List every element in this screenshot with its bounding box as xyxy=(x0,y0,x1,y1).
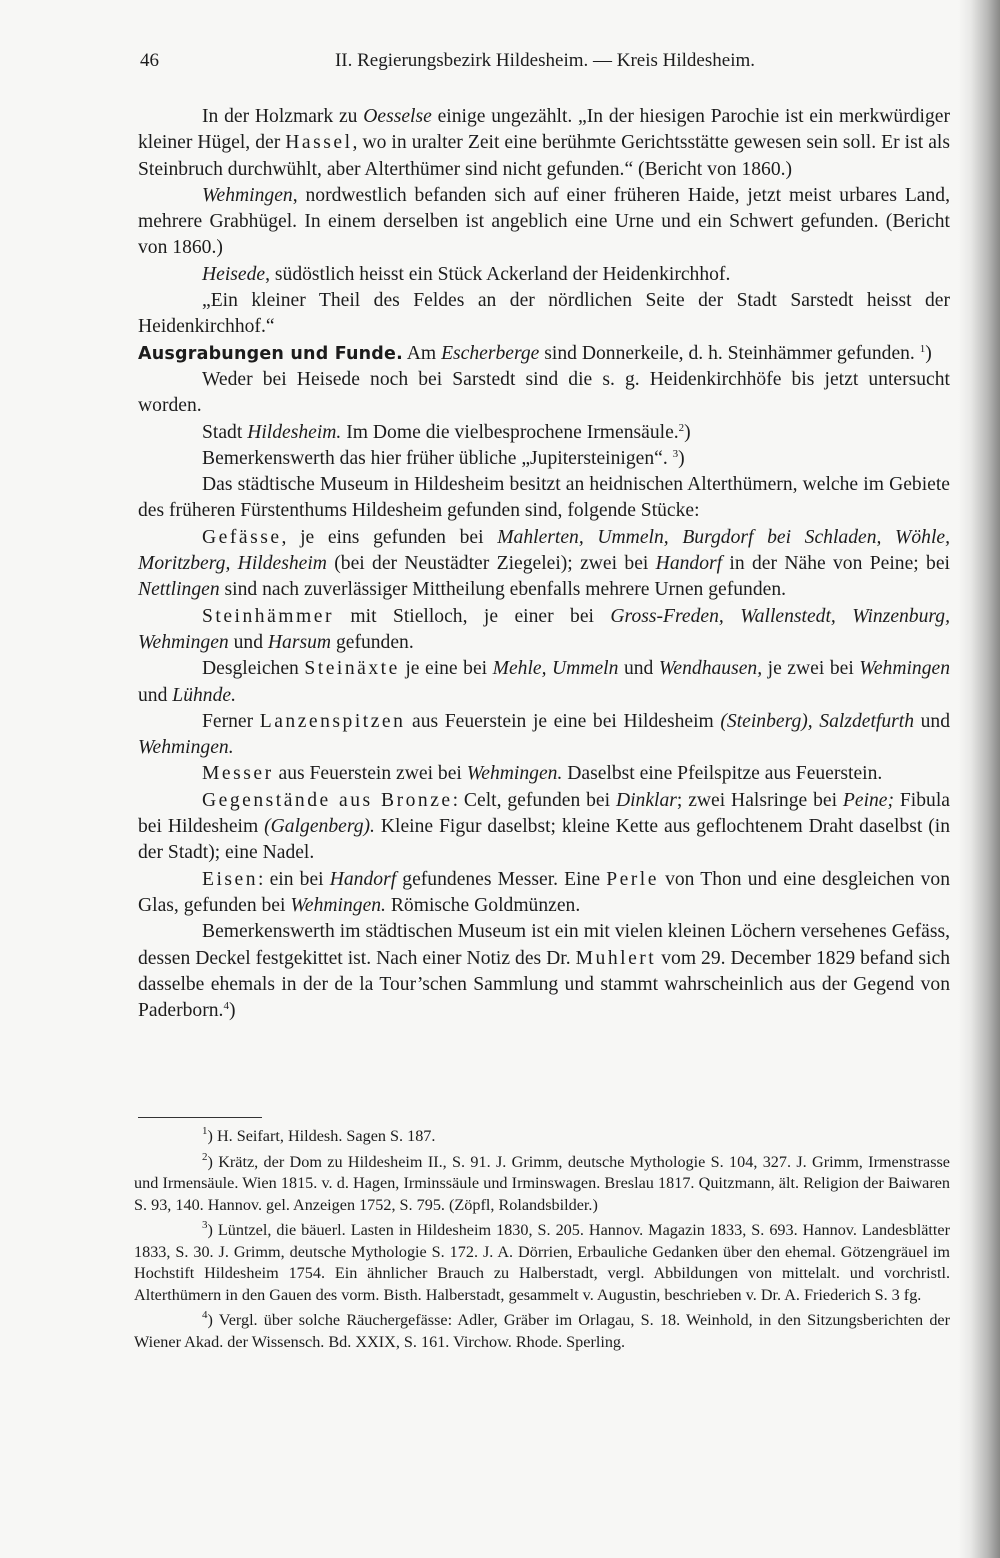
paragraph-ausgrabungen: Ausgrabungen und Funde. Am Escherberge sind Donnerkeile, d. h. Steinhämmer gefunden. $^1$) xyxy=(138,342,932,364)
scan-edge-shadow xyxy=(958,0,1000,1558)
page-header xyxy=(140,46,950,76)
paragraph-bronze: Gegenstände aus Bronze: Celt, gefunden bei Dinklar; zwei Halsringe bei Peine; Fibula bei Hildesheim (Galgenberg). Kleine Figur daselbst; kleine Kette aus geflochtenem Draht daselbst (in der Stadt); eine Nadel. xyxy=(138,789,950,864)
footnote-divider xyxy=(138,1117,262,1118)
paragraph-steinhaemmer: Steinhämmer mit Stielloch, je einer bei Gross-Freden, Wallenstedt, Winzenburg, Wehmingen und Harsum gefunden. xyxy=(138,605,950,653)
footnote-ref: 3 xyxy=(672,447,679,460)
footnote: $^2$) Krätz, der Dom zu Hildesheim II., S. 91. J. Grimm, deutsche Mythologie S. 104, 327. J. Grimm, Irmenstrasse und Irmensäule. Wien 1815. v. d. Hagen, Irminssäule und Irminswagen. Breslau 1817. Quitzmann, ält. Religion der Baiwaren S. 93, 140. Hannov. gel. Anzeigen 1752, S. 795. (Zöpfl, Rolandsbilder.) xyxy=(134,1150,950,1214)
paragraph-steinaexte: Desgleichen Steinäxte je eine bei Mehle, Ummeln und Wendhausen, je zwei bei Wehmingen und Lühnde. xyxy=(138,658,950,706)
footnote: $^4$) Vergl. über solche Räuchergefässe: Adler, Gräber im Orlagau, S. 18. Weinhold, in den Sitzungsberichten der Wiener Akad. der Wissensch. Bd. XXIX, S. 161. Virchow. Rhode. Sperling. xyxy=(134,1309,950,1351)
paragraph-oesselse: In der Holzmark zu Oesselse einige ungezählt. „In der hiesigen Parochie ist ein merkwürdiger kleiner Hügel, der Hassel, wo in uralter Zeit eine berühmte Gerichtsstätte gewesen sein soll. Er ist als Steinbruch durchwühlt, aber Alterthümer sind nicht gefunden.“ (Bericht von 1860.) xyxy=(138,106,950,180)
footnote: $^1$) H. Seifart, Hildesh. Sagen S. 187. xyxy=(202,1125,436,1145)
page-number: 46 xyxy=(140,50,159,71)
section-heading: Ausgrabungen und Funde. xyxy=(138,343,403,364)
footnote: $^3$) Lüntzel, die bäuerl. Lasten in Hildesheim 1830, S. 205. Hannov. Magazin 1833, S. 693. Hannov. Landesblätter 1833, S. 30. J. Grimm, deutsche Mythologie S. 172. J. A. Dörrien, Erbauliche Gedanken über den ehemal. Götzengräuel im Hochstift Hildesheim 1754. Ein ähnlicher Brauch zu Halberstadt, vergl. Abbildungen von mittelalt. und vorchristl. Alterthümern in den Gauen des vorm. Bisth. Halberstadt, gesammelt v. Augustin, beschrieben v. Dr. A. Friederich S. 3 fg. xyxy=(134,1219,950,1304)
running-head: II. Regierungsbezirk Hildesheim. — Kreis Hildesheim. xyxy=(334,50,755,71)
paragraph-eisen: Eisen: ein bei Handorf gefundenes Messer. Eine Perle von Thon und eine desgleichen von Glas, gefunden bei Wehmingen. Römische Goldmünzen. xyxy=(138,868,950,916)
footnote-ref: 1 xyxy=(919,342,926,355)
paragraph-messer: Messer aus Feuerstein zwei bei Wehmingen. Daselbst eine Pfeilspitze aus Feuerstein. xyxy=(202,763,883,785)
footnotes xyxy=(134,1126,950,1353)
footnote-ref: 2 xyxy=(678,421,685,434)
paragraph-jupitersteinigen: Bemerkenswerth das hier früher übliche „Jupitersteinigen“. $^3$) xyxy=(202,447,685,469)
paragraph-gefaesse: Gefässe, je eins gefunden bei Mahlerten, Ummeln, Burgdorf bei Schladen, Wöhle, Moritzberg, Hildesheim (bei der Neustädter Ziegelei); zwei bei Handorf in der Nähe von Peine; bei Nettlingen sind nach zuverlässiger Mittheilung ebenfalls mehrere Urnen gefunden. xyxy=(138,526,951,601)
paragraph-museum: Das städtische Museum in Hildesheim besitzt an heidnischen Alterthümern, welche im Gebiete des früheren Fürstenthums Hildesheim gefunden sind, folgende Stücke: xyxy=(138,474,950,522)
paragraph-heidenkirchhoefe: Weder bei Heisede noch bei Sarstedt sind die s. g. Heidenkirchhöfe bis jetzt untersucht worden. xyxy=(138,368,950,417)
paragraph-wehmingen: Wehmingen, nordwestlich befanden sich auf einer früheren Haide, jetzt meist urbares Land, mehrere Grabhügel. In einem derselben ist angeblich eine Urne und ein Schwert gefunden. (Bericht von 1860.) xyxy=(138,184,950,259)
paragraph-lanzenspitzen: Ferner Lanzenspitzen aus Feuerstein je eine bei Hildesheim (Steinberg), Salzdetfurth und Wehmingen. xyxy=(138,710,951,759)
main-text xyxy=(138,104,950,1024)
paragraph-raeuchergefaess: Bemerkenswerth im städtischen Museum ist ein mit vielen kleinen Löchern versehenes Gefäss, dessen Deckel festgekittet ist. Nach einer Notiz des Dr. Muhlert vom 29. December 1829 befand sich dasselbe ehemals in der de la Tour’schen Sammlung und stammt wahrscheinlich aus der Gegend von Paderborn.$^4$) xyxy=(138,921,950,1022)
footnote-ref: 4 xyxy=(223,1000,229,1013)
paragraph-heisede: Heisede, südöstlich heisst ein Stück Ackerland der Heidenkirchhof. xyxy=(202,263,731,285)
paragraph-sarstedt: „Ein kleiner Theil des Feldes an der nördlichen Seite der Stadt Sarstedt heisst der Heidenkirchhof.“ xyxy=(138,290,950,338)
paragraph-stadt-hildesheim: Stadt Hildesheim. Im Dome die vielbesprochene Irmensäule.$^2$) xyxy=(202,421,691,443)
